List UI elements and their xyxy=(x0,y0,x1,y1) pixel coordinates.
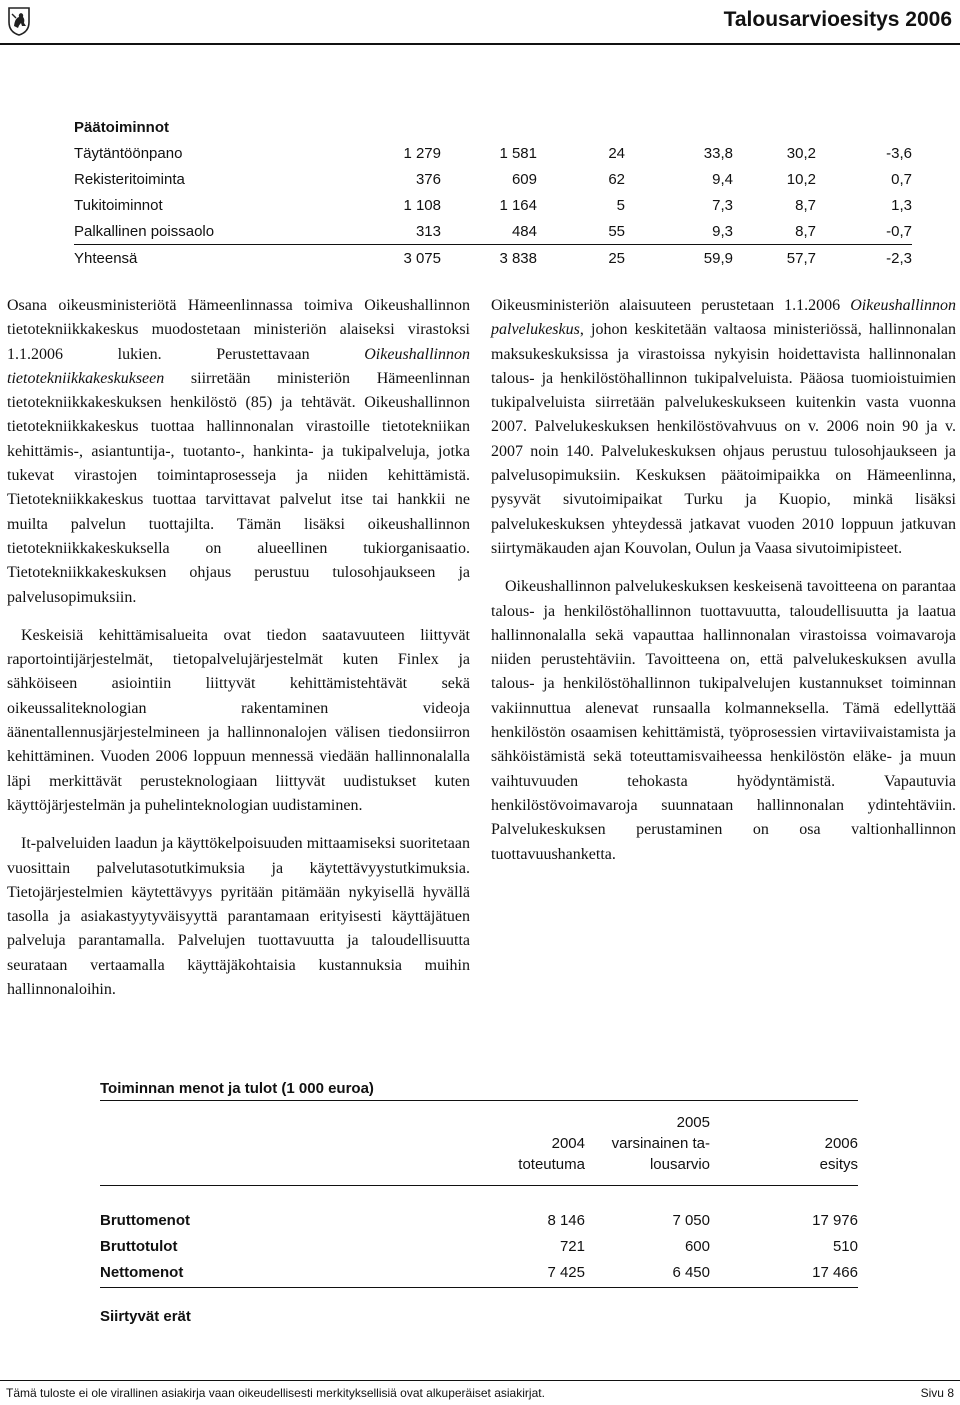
cell: 8 146 xyxy=(547,1211,585,1229)
document-title: Talousarvioesitys 2006 xyxy=(723,8,952,31)
row-label: Rekisteritoiminta xyxy=(74,170,185,188)
table-title: Toiminnan menot ja tulot (1 000 euroa) xyxy=(100,1080,374,1097)
row-label: Bruttotulot xyxy=(100,1237,178,1255)
right-text-column xyxy=(491,294,956,881)
table-row xyxy=(100,1207,858,1233)
main-activities-table xyxy=(74,114,912,271)
cell: 600 xyxy=(684,1237,710,1255)
divider xyxy=(100,1287,858,1288)
text-run: It-palveluiden laadun ja käyttökelpoisuuden mittaamiseksi suoritetaan vuosittain palvelutasotutkimuksia ja käytettävyystutkimuksia. Tietojärjestelmien käytettävyys pyritään pitämään nykyisellä hyvällä tasolla ja asiakastyytyväisyyttä parantamaan erityisesti käyttäjätuen palveluja parantamalla. Palvelujen tuottavuutta ja taloudellisuutta seurataan vertaamalla käyttäjäkohtaisia kustannuksia muihin hallinnonaloihin. xyxy=(7,835,470,999)
table-heading-row xyxy=(74,114,912,140)
cell: 17 976 xyxy=(812,1211,858,1229)
paragraph xyxy=(491,294,956,561)
row-label: Nettomenot xyxy=(100,1263,184,1281)
column-header-2004: 2004 toteutuma xyxy=(518,1135,585,1173)
cell: 62 xyxy=(608,170,625,188)
cell: 8,7 xyxy=(795,196,816,214)
cell: 3 838 xyxy=(441,245,537,272)
table-row xyxy=(74,166,912,192)
cell: 7,3 xyxy=(712,196,733,214)
divider xyxy=(100,1185,858,1186)
cell: 1 164 xyxy=(499,196,537,214)
table-row xyxy=(100,1259,858,1285)
table-total-row xyxy=(74,245,912,272)
table-row xyxy=(100,1233,858,1259)
text-run: siirretään ministeriön Hämeenlinnan tietotekniikkakeskuksen henkilöstö (85) ja tehtävät. Oikeushallinnon tietotekniikkakeskus tuottaa hallinnonalan virastoille tietotekniikan kehittämis-, asiantuntija-, tuotanto-, hankinta- ja tukipalveluja, jotka tukevat virastojen toimintaprosesseja ja niiden kehittämistä. Tietotekniikkakeskus tuottaa tarvittavat palvelut itse tai hankkii ne muilta palvelun tuottajilta. Tämän lisäksi oikeushallinnon tietotekniikkakeskuksella on alueellinen tukiorganisaatio. Tietotekniikkakeskuksen ohjaus perustuu tulosohjaukseen ja palvelusopimuksiin. xyxy=(7,369,470,606)
table-row xyxy=(74,192,912,218)
cell: 5 xyxy=(616,196,625,214)
cell: 9,3 xyxy=(712,222,733,240)
cell: 7 425 xyxy=(547,1263,585,1281)
cell: 10,2 xyxy=(786,170,816,188)
cell: 1 279 xyxy=(403,144,441,162)
cell: 484 xyxy=(511,222,537,240)
expenses-income-table xyxy=(100,1105,858,1285)
cell: 59,9 xyxy=(625,245,733,272)
divider xyxy=(100,1100,858,1101)
cell: 24 xyxy=(608,144,625,162)
emphasis-text: Oikeushallinnon tietotekniikkakeskukseen xyxy=(7,345,470,387)
left-text-column xyxy=(7,294,470,1016)
row-label: Bruttomenot xyxy=(100,1211,190,1229)
cell: 721 xyxy=(559,1237,585,1255)
cell: 55 xyxy=(608,222,625,240)
cell: 313 xyxy=(415,222,441,240)
row-label: Palkallinen poissaolo xyxy=(74,222,215,240)
cell: 1 581 xyxy=(499,144,537,162)
page-number: Sivu 8 xyxy=(920,1386,954,1400)
text-run: Osana oikeusministeriötä Hämeenlinnassa toimiva Oikeushallinnon tietotekniikkakeskus muodostetaan ministeriön alaiseksi virastoksi 1.1.2006 lukien. Perustettavaan xyxy=(7,297,470,363)
cell: 1,3 xyxy=(891,196,912,214)
table-row xyxy=(74,218,912,245)
text-run: Oikeusministeriön alaisuuteen perustetaan 1.1.2006 xyxy=(491,297,851,314)
row-label: Yhteensä xyxy=(74,245,334,272)
text-run: Oikeushallinnon palvelukeskuksen keskeisenä tavoitteena on parantaa talous- ja henkilöstöhallinnon tuottavuutta, taloudellisuutta ja laatua hallinnonalalla sekä vapauttaa hallinnonalan virastoissa voimavaroja niiden perustehtäviin. Tavoitteena on, että palvelukeskuksen avulla talous- ja henkilöstöhallinnon tukipalvelujen kustannukset toiminnan vakiinnuttua alenevat runsaalla kolmanneksella. Tämä edellyttää henkilöstön osaamisen kehittämistä, työprosessien virtaviivaistamista ja sähköistämistä sekä toteuttamisvaiheessa henkilöstön eläke- ja muun vaihtuvuuden tehokasta hyödyntämistä. Vapautuvia henkilöstövoimavaroja suunnataan hallinnonalan ydintehtäviin. Palvelukeskuksen perustaminen on osa valtionhallinnon tuottavuushanketta. xyxy=(491,578,956,863)
cell: 510 xyxy=(832,1237,858,1255)
cell: 0,7 xyxy=(891,170,912,188)
emphasis-text: Oikeushallinnon palvelukeskus xyxy=(491,297,956,339)
row-label: Tukitoiminnot xyxy=(74,196,163,214)
paragraph xyxy=(7,294,470,610)
paragraph xyxy=(491,575,956,867)
paragraph xyxy=(7,832,470,1002)
cell: 17 466 xyxy=(812,1263,858,1281)
footer-divider xyxy=(0,1380,960,1381)
cell: 30,2 xyxy=(786,144,816,162)
column-header-2006: 2006 esitys xyxy=(819,1135,858,1173)
paragraph xyxy=(7,624,470,818)
column-header-2005: 2005 varsinainen ta- lousarvio xyxy=(611,1114,710,1173)
table-header-row xyxy=(100,1105,858,1175)
cell: 8,7 xyxy=(795,222,816,240)
row-label: Täytäntöönpano xyxy=(74,144,183,162)
cell: -3,6 xyxy=(886,144,912,162)
table-heading: Päätoiminnot xyxy=(74,118,170,136)
cell: 7 050 xyxy=(672,1211,710,1229)
cell: 33,8 xyxy=(703,144,733,162)
cell: 9,4 xyxy=(712,170,733,188)
cell: 376 xyxy=(415,170,441,188)
cell: 6 450 xyxy=(672,1263,710,1281)
header-divider xyxy=(0,43,960,45)
cell: -0,7 xyxy=(886,222,912,240)
section-heading: Siirtyvät erät xyxy=(100,1308,191,1325)
cell: 25 xyxy=(537,245,625,272)
cell: 609 xyxy=(511,170,537,188)
cell: 3 075 xyxy=(334,245,441,272)
lion-crest-icon xyxy=(6,6,32,36)
footer-disclaimer: Tämä tuloste ei ole virallinen asiakirja vaan oikeudellisesti merkityksellisiä ovat alkuperäiset asiakirjat. xyxy=(6,1386,545,1400)
cell: -2,3 xyxy=(816,245,912,272)
text-run: , johon keskitetään valtaosa ministeriössä, hallinnonalan maksukeskuksissa ja virastoissa nykyisin hoidettavista hallinnonalan talous- ja henkilöstöhallinnon tukipalveluista. Pääosa tuomioistuimien tukipalveluista siirretään palvelukeskukseen kuitenkin vasta vuonna 2007. Palvelukeskuksen henkilöstövahvuus on v. 2006 noin 90 ja v. 2007 noin 140. Palvelukeskuksen ohjaus perustuu tulosohjaukseen ja palvelusopimuksiin. Keskuksen päätoimipaikka on Hämeenlinna, pysyvät sivutoimipaikat Turku ja Kuopio, minkä lisäksi palvelukeskuksen yhteydessä jatkavat vuoden 2010 loppuun jatkuvan siirtymäkauden ajan Kouvolan, Oulun ja Vaasa sivutoimipisteet. xyxy=(491,321,956,557)
cell: 57,7 xyxy=(733,245,816,272)
cell: 1 108 xyxy=(403,196,441,214)
text-run: Keskeisiä kehittämisalueita ovat tiedon saatavuuteen liittyvät raportointijärjestelmät, tietopalvelujärjestelmät kuten Finlex ja sähköiseen asiointiin liittyvät kehittämistehtävät sekä oikeussaliteknologian rakentaminen videoja äänentallennusjärjestelmineen ja hallinnonalojen välisen tiedonsiirron kehittäminen. Vuoden 2006 loppuun mennessä viedään hallinnonalalla läpi merkittävät perusteknologiaan liittyvät uudistukset kuten käyttöjärjestelmän ja puhelinteknologian uudistaminen. xyxy=(7,626,470,814)
table-row xyxy=(74,140,912,166)
